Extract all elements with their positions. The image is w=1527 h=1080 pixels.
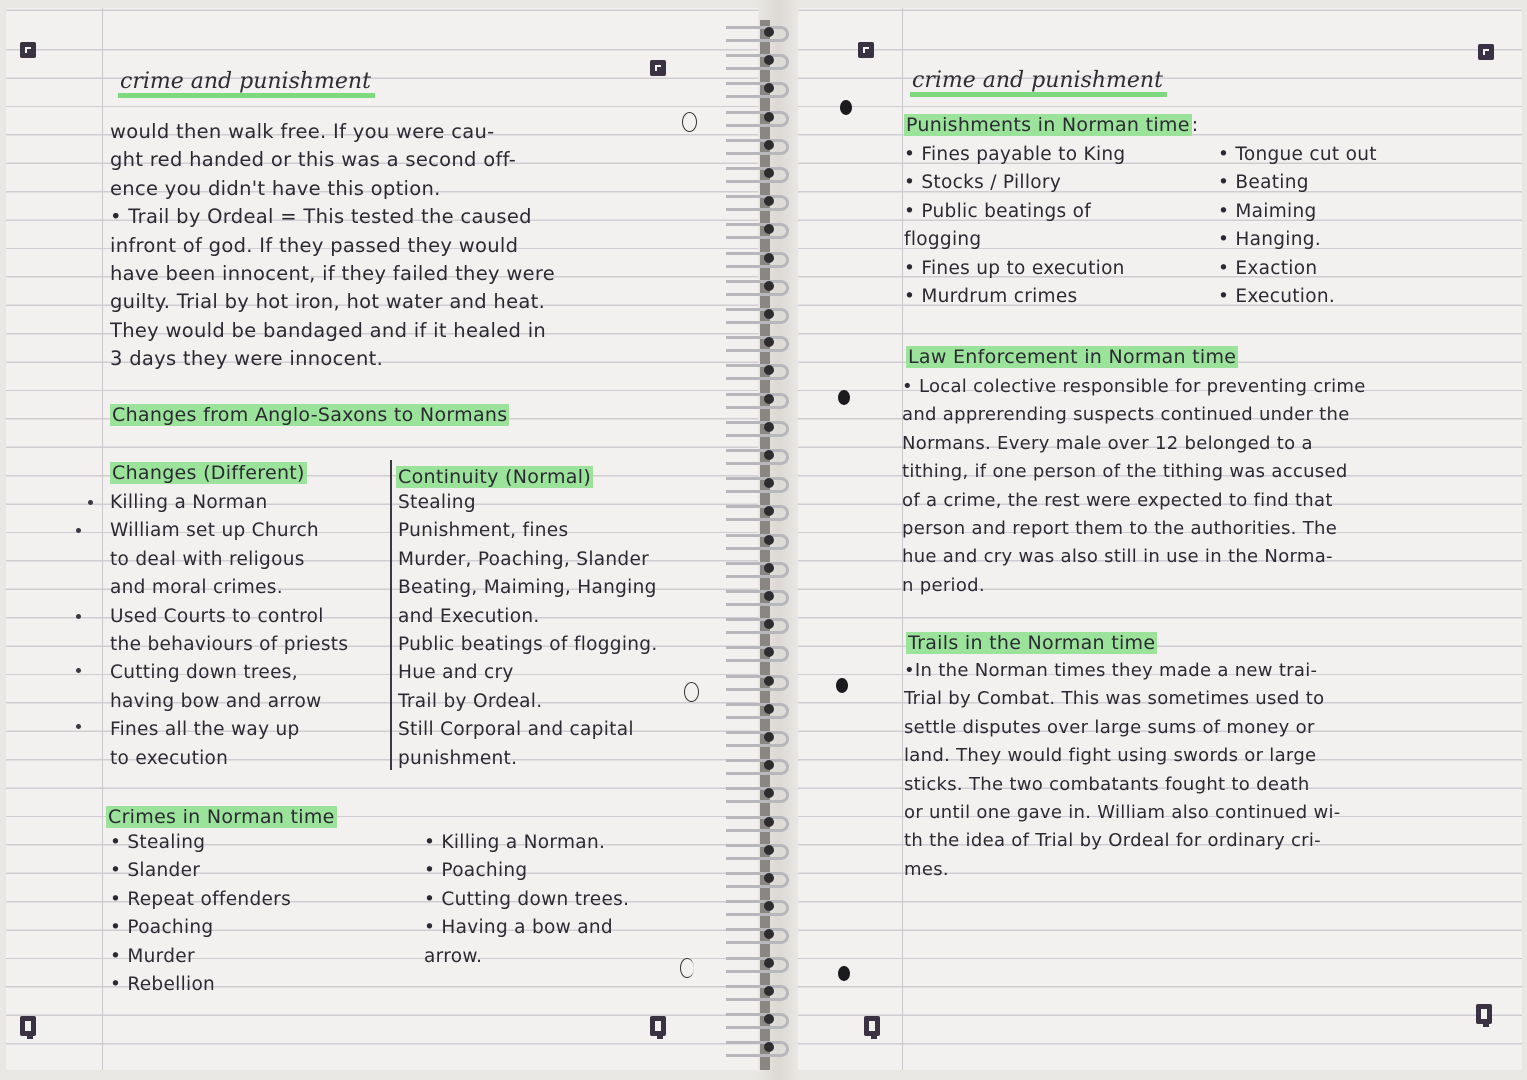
corner-marker-icon (1476, 1004, 1492, 1024)
coil-knot (764, 140, 774, 150)
spiral-coil (726, 840, 790, 860)
coil-wire (726, 449, 789, 465)
punch-hole (840, 100, 852, 115)
coil-wire (726, 26, 789, 42)
circle-mark (680, 958, 694, 978)
bullet-dot (76, 724, 81, 729)
spiral-coil (726, 783, 790, 803)
text-line: • Maiming (1218, 200, 1317, 222)
text-line: 3 days they were innocent. (110, 347, 384, 371)
right-notebook-page (798, 8, 1522, 1070)
text-line: guilty. Trial by hot iron, hot water and heat. (110, 290, 546, 314)
coil-wire (726, 308, 789, 324)
spiral-coil (726, 332, 790, 352)
coil-knot (764, 563, 774, 573)
coil-wire (726, 477, 789, 493)
text-line: • Killing a Norman. (424, 832, 606, 853)
spiral-coil (726, 445, 790, 465)
coil-wire (726, 1041, 789, 1057)
spiral-coil (726, 530, 790, 550)
coil-wire (726, 1013, 789, 1029)
section-heading-law: Law Enforcement in Norman time (908, 346, 1237, 368)
coil-knot (764, 1014, 774, 1024)
coil-wire (726, 364, 789, 380)
column-heading-changes: Changes (Different) (112, 462, 305, 484)
bullet-dot (76, 668, 81, 673)
table-divider (390, 460, 392, 770)
section-heading-trials: Trails in the Norman time (908, 632, 1156, 654)
text-line: •In the Norman times they made a new trai- (904, 660, 1318, 681)
spiral-coil (726, 78, 790, 98)
punch-hole (838, 966, 850, 981)
circle-mark (682, 112, 697, 132)
spiral-coil (726, 248, 790, 268)
corner-marker-icon (858, 42, 874, 58)
text-line: • Beating (1218, 172, 1309, 194)
coil-knot (764, 676, 774, 686)
spiral-coil (726, 1037, 790, 1057)
corner-marker-icon (650, 1016, 666, 1036)
corner-marker-icon (650, 60, 666, 76)
text-line: • Murdrum crimes (904, 286, 1078, 307)
margin-line (102, 8, 103, 1070)
text-line: having bow and arrow (110, 690, 322, 712)
text-line: settle disputes over large sums of money or (904, 716, 1315, 738)
text-line: mes. (904, 858, 949, 880)
coil-wire (726, 646, 789, 662)
coil-knot (764, 450, 774, 460)
spiral-coil (726, 163, 790, 183)
spiral-coil (726, 981, 790, 1001)
section-heading-changes: Changes from Anglo-Saxons to Normans (112, 404, 508, 426)
spiral-coil (726, 276, 790, 296)
text-line: • Murder (110, 945, 195, 967)
text-line: They would be bandaged and if it healed in (110, 318, 547, 342)
spiral-coil (726, 473, 790, 493)
section-heading-crimes: Crimes in Norman time (108, 806, 335, 828)
text-line: Trail by Ordeal. (398, 690, 543, 712)
coil-wire (726, 590, 789, 606)
circle-mark (684, 682, 699, 702)
text-line: n period. (902, 574, 985, 596)
text-line: arrow. (424, 945, 483, 967)
coil-wire (726, 252, 789, 268)
spiral-coil (726, 1009, 790, 1029)
text-line: flogging (904, 229, 982, 251)
bullet-dot (76, 528, 81, 533)
text-line: would then walk free. If you were cau- (110, 120, 495, 143)
bullet-dot (76, 614, 81, 619)
coil-knot (764, 281, 774, 291)
coil-knot (764, 253, 774, 263)
text-line: • Fines payable to King (904, 144, 1126, 165)
spiral-coil (726, 812, 790, 832)
coil-wire (726, 336, 789, 352)
text-line: • Stealing (110, 832, 206, 853)
spiral-coil (726, 868, 790, 888)
text-line: • Execution. (1218, 286, 1336, 307)
spiral-coil (726, 389, 790, 409)
coil-wire (726, 787, 789, 803)
text-line: • Poaching (110, 917, 214, 939)
text-line: Still Corporal and capital (398, 719, 634, 741)
text-line: • Public beatings of (904, 200, 1092, 222)
coil-wire (726, 82, 789, 98)
text-line: land. They would fight using swords or large (904, 745, 1317, 767)
corner-marker-icon (864, 1016, 880, 1036)
spiral-coil (726, 727, 790, 747)
coil-wire (726, 675, 789, 691)
text-line: to deal with religous (110, 548, 305, 570)
text-line: Cutting down trees, (110, 662, 298, 684)
coil-knot (764, 591, 774, 601)
text-line: • Rebellion (110, 974, 216, 995)
spiral-coil (726, 191, 790, 211)
spiral-coil (726, 755, 790, 775)
spiral-coil (726, 642, 790, 662)
left-notebook-page (6, 8, 758, 1070)
text-line: and apprerending suspects continued under the (902, 404, 1350, 426)
text-line: • Having a bow and (424, 917, 613, 939)
text-line: • Slander (110, 860, 201, 882)
coil-wire (726, 759, 789, 775)
coil-wire (726, 195, 789, 211)
bullet-dot (88, 500, 93, 505)
text-line: hue and cry was also still in use in the Norma- (902, 546, 1333, 568)
spiral-coil (726, 558, 790, 578)
spiral-coil (726, 50, 790, 70)
coil-wire (726, 505, 789, 521)
text-line: ence you didn't have this option. (110, 176, 441, 200)
coil-wire (726, 280, 789, 296)
text-line: tithing, if one person of the tithing was accused (902, 461, 1348, 483)
coil-knot (764, 168, 774, 178)
column-heading-continuity: Continuity (Normal) (398, 466, 592, 488)
spiral-coil (726, 135, 790, 155)
text-line: Fines all the way up (110, 719, 300, 741)
spiral-coil (726, 896, 790, 916)
text-line: • Stocks / Pillory (904, 172, 1062, 194)
coil-wire (726, 562, 789, 578)
text-line: • Exaction (1218, 257, 1318, 279)
section-heading-punishments: Punishments in Norman time : (906, 114, 1199, 136)
text-line: sticks. The two combatants fought to death (904, 773, 1310, 795)
coil-knot (764, 958, 774, 968)
spiral-coil (726, 22, 790, 42)
text-line: • Trail by Ordeal = This tested the caused (110, 205, 532, 229)
text-line: • Poaching (424, 860, 528, 882)
text-line: and Execution. (398, 605, 540, 627)
coil-wire (726, 900, 789, 916)
coil-wire (726, 618, 789, 634)
coil-knot (764, 27, 774, 37)
coil-wire (726, 139, 789, 155)
text-line: punishment. (398, 747, 518, 769)
coil-wire (726, 111, 789, 127)
coil-knot (764, 704, 774, 714)
spiral-coil (726, 699, 790, 719)
coil-knot (764, 732, 774, 742)
coil-wire (726, 985, 789, 1001)
coil-wire (726, 703, 789, 719)
text-line: have been innocent, if they failed they were (110, 262, 556, 285)
text-line: to execution (110, 747, 229, 769)
spiral-coil (726, 501, 790, 521)
coil-knot (764, 986, 774, 996)
coil-wire (726, 393, 789, 409)
text-line: Killing a Norman (110, 492, 268, 513)
coil-wire (726, 54, 789, 70)
text-line: ght red handed or this was a second off- (110, 148, 517, 172)
coil-knot (764, 112, 774, 122)
coil-knot (764, 394, 774, 404)
coil-knot (764, 309, 774, 319)
spiral-coil (726, 614, 790, 634)
spiral-coil (726, 671, 790, 691)
coil-knot (764, 535, 774, 545)
coil-wire (726, 957, 789, 973)
spiral-coil (726, 360, 790, 380)
spiral-coil (726, 304, 790, 324)
margin-line (902, 8, 903, 1070)
page-title: crime and punishment (118, 71, 375, 98)
text-line: William set up Church (110, 520, 319, 542)
punch-hole (836, 678, 848, 693)
text-line: • Hanging. (1218, 229, 1321, 251)
text-line: Public beatings of flogging. (398, 634, 658, 655)
text-line: th the idea of Trial by Ordeal for ordinary cri- (904, 830, 1321, 852)
text-line: and moral crimes. (110, 577, 283, 599)
corner-marker-icon (20, 1016, 36, 1036)
spiral-coil (726, 924, 790, 944)
coil-wire (726, 928, 789, 944)
text-line: Hue and cry (398, 662, 514, 684)
coil-knot (764, 873, 774, 883)
coil-wire (726, 167, 789, 183)
text-line: Normans. Every male over 12 belonged to a (902, 432, 1313, 454)
coil-wire (726, 844, 789, 860)
coil-knot (764, 845, 774, 855)
text-line: person and report them to the authorities. The (902, 518, 1338, 539)
coil-wire (726, 534, 789, 550)
text-line: Trial by Combat. This was sometimes used to (904, 688, 1325, 710)
text-line: of a crime, the rest were expected to find that (902, 489, 1333, 511)
spiral-coil (726, 417, 790, 437)
coil-knot (764, 817, 774, 827)
spiral-coil (726, 219, 790, 239)
text-line: • Repeat offenders (110, 888, 292, 910)
text-line: Stealing (398, 492, 476, 513)
text-line: • Tongue cut out (1218, 144, 1377, 165)
text-line: Beating, Maiming, Hanging (398, 577, 657, 599)
text-line: Murder, Poaching, Slander (398, 548, 650, 570)
text-line: Used Courts to control (110, 605, 324, 627)
punch-hole (838, 390, 850, 405)
text-line: the behaviours of priests (110, 634, 349, 655)
text-line: • Cutting down trees. (424, 888, 630, 910)
coil-wire (726, 872, 789, 888)
coil-wire (726, 223, 789, 239)
text-line: infront of god. If they passed they would (110, 233, 519, 257)
spiral-coil (726, 586, 790, 606)
corner-marker-icon (20, 42, 36, 58)
coil-wire (726, 421, 789, 437)
coil-wire (726, 816, 789, 832)
corner-marker-icon (1478, 44, 1494, 60)
text-line: • Fines up to execution (904, 257, 1125, 279)
spiral-coil (726, 107, 790, 127)
page-title: crime and punishment (910, 70, 1167, 97)
text-line: • Local colective responsible for preventing crime (902, 376, 1366, 397)
text-line: or until one gave in. William also continued wi- (904, 802, 1341, 823)
coil-knot (764, 422, 774, 432)
coil-wire (726, 731, 789, 747)
text-line: Punishment, fines (398, 520, 569, 542)
spiral-coil (726, 953, 790, 973)
